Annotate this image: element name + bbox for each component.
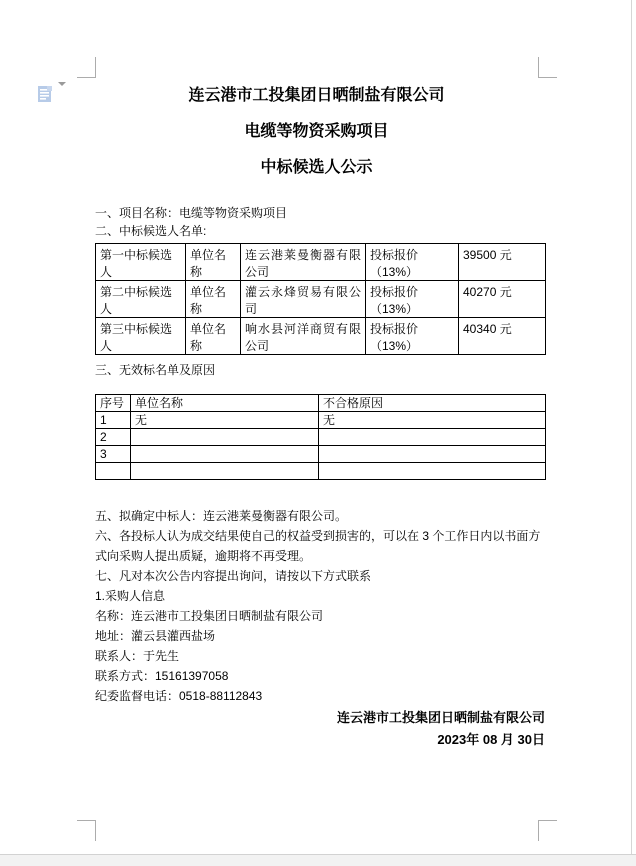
table-row	[96, 446, 546, 463]
bid-label: 投标报价（13%）	[366, 318, 459, 355]
para-supervision-phone: 纪委监督电话：0518-88112843	[95, 689, 263, 703]
text-boundary-mark-bottom-left	[77, 820, 96, 841]
reason-cell	[319, 463, 546, 480]
doc-title-project: 电缆等物资采购项目	[244, 123, 389, 140]
row-index: 2	[96, 429, 131, 446]
row-index	[96, 463, 131, 480]
unit-cell	[131, 429, 319, 446]
section-project-name: 一、项目名称：电缆等物资采购项目	[95, 206, 288, 220]
para-purchaser-address: 地址：灌云县灌西盐场	[95, 629, 216, 643]
invalid-bids-table	[95, 394, 546, 480]
text-boundary-mark-bottom-right	[538, 820, 557, 841]
text-boundary-mark-top-right	[538, 57, 557, 78]
bid-label: 投标报价（13%）	[366, 244, 459, 281]
reason-cell	[319, 446, 546, 463]
para-inquiry-contact: 七、凡对本次公告内容提出询问，请按以下方式联系	[95, 569, 372, 583]
clipboard-paste-icon	[37, 84, 54, 103]
company-name: 响水县河洋商贸有限公司	[241, 318, 366, 355]
para-purchaser-name: 名称：连云港市工投集团日晒制盐有限公司	[95, 609, 324, 623]
para-objection-notice: 六、各投标人认为成交结果使自己的权益受到损害的，可以在 3 个工作日内以书面方式向采购人提出质疑，逾期将不再受理。	[95, 529, 541, 563]
row-index: 1	[96, 412, 131, 429]
signature-date: 2023年 08 月 30日	[437, 732, 545, 747]
status-bar	[0, 854, 636, 866]
table-row	[96, 429, 546, 446]
unit-cell	[131, 463, 319, 480]
para-purchaser-info-heading: 1.采购人信息	[95, 589, 166, 603]
para-contact-phone: 联系方式：15161397058	[95, 669, 229, 683]
signature-company: 连云港市工投集团日晒制盐有限公司	[336, 710, 545, 725]
col-header-index: 序号	[96, 395, 131, 412]
unit-label: 单位名称	[186, 318, 241, 355]
unit-cell: 无	[131, 412, 319, 429]
unit-label: 单位名称	[186, 244, 241, 281]
doc-title-announcement: 中标候选人公示	[260, 159, 373, 176]
bid-amount: 39500 元	[459, 244, 546, 281]
reason-cell	[319, 429, 546, 446]
paste-options-dropdown-icon[interactable]	[58, 86, 66, 104]
unit-label: 单位名称	[186, 281, 241, 318]
reason-cell: 无	[319, 412, 546, 429]
para-confirmed-winner: 五、拟确定中标人：连云港莱曼衡器有限公司。	[95, 509, 348, 523]
company-name: 连云港莱曼衡器有限公司	[241, 244, 366, 281]
table-row	[96, 281, 546, 318]
col-header-reason: 不合格原因	[319, 395, 546, 412]
candidate-rank: 第二中标候选人	[96, 281, 186, 318]
section-invalid-bids: 三、无效标名单及原因	[95, 363, 216, 377]
unit-cell	[131, 446, 319, 463]
doc-title-company: 连云港市工投集团日晒制盐有限公司	[188, 87, 445, 104]
table-row	[96, 244, 546, 281]
bid-amount: 40340 元	[459, 318, 546, 355]
para-contact-person: 联系人：于先生	[95, 649, 180, 663]
signature-block	[95, 707, 545, 751]
bid-amount: 40270 元	[459, 281, 546, 318]
company-name: 灌云永烽贸易有限公司	[241, 281, 366, 318]
candidates-table	[95, 243, 546, 355]
body-text-block	[95, 506, 551, 706]
text-boundary-mark-top-left	[77, 57, 96, 78]
window-right-border	[631, 0, 632, 854]
row-index: 3	[96, 446, 131, 463]
col-header-unit: 单位名称	[131, 395, 319, 412]
table-row	[96, 318, 546, 355]
table-row	[96, 463, 546, 480]
table-header-row	[96, 395, 546, 412]
paste-options-button[interactable]	[37, 82, 69, 104]
candidate-rank: 第一中标候选人	[96, 244, 186, 281]
table-row	[96, 412, 546, 429]
candidate-rank: 第三中标候选人	[96, 318, 186, 355]
dropdown-triangle	[58, 82, 66, 103]
section-candidate-list: 二、中标候选人名单:	[95, 224, 207, 238]
bid-label: 投标报价（13%）	[366, 281, 459, 318]
